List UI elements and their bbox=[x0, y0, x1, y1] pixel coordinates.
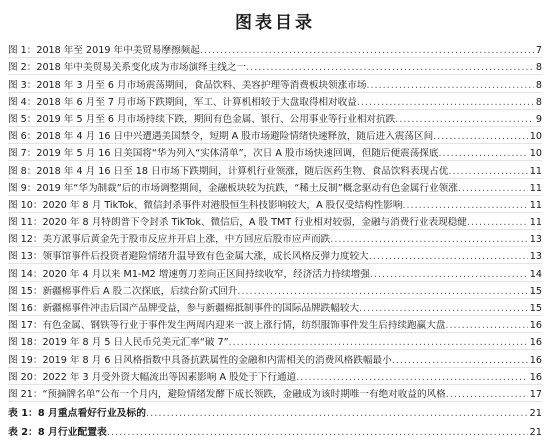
toc-entry-figure-7[interactable] bbox=[8, 144, 542, 161]
toc-entry-page: 11 bbox=[529, 165, 542, 177]
leader-dots bbox=[229, 337, 528, 349]
toc-entry-label: 图 13：领事馆事件后投资者避险情绪升温导致有色金属大涨，成长风格反弹力度较大 bbox=[8, 251, 369, 263]
toc-entry-figure-9[interactable] bbox=[8, 179, 542, 196]
toc-entry-figure-13[interactable] bbox=[8, 247, 542, 264]
leader-dots bbox=[370, 269, 528, 281]
toc-entry-page: 10 bbox=[529, 131, 542, 143]
toc-entry-page: 14 bbox=[529, 268, 542, 280]
toc-entry-page: 15 bbox=[529, 285, 542, 297]
toc-entry-label: 图 9：2019 年“华为制裁”后的市场调整期间，金融板块较为抗跌，“稀土反制”概念驱动有色金属行业领涨 bbox=[8, 182, 458, 194]
toc-entry-label: 图 2：2018 年中美贸易关系变化成为市场演绎主线之一 bbox=[8, 62, 247, 74]
toc-entry-label: 图 12：美方派事后黄金先于股市反应并开启上涨，中方回应后股市应声而跌 bbox=[8, 234, 331, 246]
toc-entry-label: 图 4：2018 年 6 月至 7 月市场下跌期间，军工、计算机相较于大盘取得相对收益 bbox=[8, 96, 357, 108]
leader-dots bbox=[246, 62, 534, 74]
toc-entry-figure-19[interactable] bbox=[8, 350, 542, 367]
leader-dots bbox=[392, 355, 528, 367]
toc-entry-page: 16 bbox=[529, 354, 542, 366]
leader-dots bbox=[359, 303, 528, 315]
toc-entry-page: 13 bbox=[529, 251, 542, 263]
leader-dots bbox=[146, 408, 528, 419]
toc-entry-figure-10[interactable] bbox=[8, 196, 542, 213]
leader-dots bbox=[200, 45, 534, 57]
toc-entry-page: 8 bbox=[535, 79, 542, 91]
toc-entry-page: 16 bbox=[529, 320, 542, 332]
toc-entry-label: 图 3：2018 年 3 月至 6 月市场震荡期间，食品饮料、美容护理等消费板块领涨市场 bbox=[8, 79, 367, 91]
toc-entry-figure-6[interactable] bbox=[8, 127, 542, 144]
leader-dots bbox=[237, 286, 527, 298]
toc-entry-figure-16[interactable] bbox=[8, 299, 542, 316]
toc-entry-label: 图 14：2020 年 4 月以来 M1-M2 增速剪刀差向正区间持续收窄，经济活力持续增强 bbox=[8, 268, 370, 280]
leader-dots bbox=[107, 427, 528, 438]
leader-dots bbox=[369, 251, 528, 263]
toc-entry-label: 图 6：2018 年 4 月 16 日中兴遭遇美国禁令，短期 A 股市场避险情绪快速释放，随后进入震荡区间 bbox=[8, 131, 434, 143]
toc-entry-figure-4[interactable] bbox=[8, 93, 542, 110]
toc-entry-figure-20[interactable] bbox=[8, 368, 542, 385]
toc-entry-page: 8 bbox=[535, 96, 542, 108]
toc-entry-figure-14[interactable] bbox=[8, 264, 542, 281]
toc-entry-figure-2[interactable] bbox=[8, 58, 542, 75]
toc-entry-figure-11[interactable] bbox=[8, 213, 542, 230]
toc-entry-page: 21 bbox=[529, 427, 542, 438]
toc-entry-figure-18[interactable] bbox=[8, 333, 542, 350]
toc-entry-page: 11 bbox=[529, 182, 542, 194]
toc-entry-table-1[interactable] bbox=[8, 400, 542, 419]
leader-dots bbox=[366, 80, 533, 92]
toc-entry-label: 图 1：2018 年至 2019 年中美贸易摩擦频起 bbox=[8, 45, 200, 57]
leader-dots bbox=[467, 217, 528, 229]
leader-dots bbox=[448, 166, 527, 178]
toc-entry-label: 表 1：8 月重点看好行业及标的 bbox=[8, 408, 147, 419]
toc-entry-label: 图 11：2020 年 8 月特朗普下令封杀 TikTok、微信后，A 股 TMT 行业相对较弱，金融与消费行业表现稳健 bbox=[8, 217, 467, 229]
toc-entry-page: 17 bbox=[529, 388, 542, 400]
toc-entry-figure-3[interactable] bbox=[8, 75, 542, 92]
toc-entry-label: 表 2：8 月行业配置表 bbox=[8, 427, 107, 438]
toc-entry-label: 图 16：新疆棉事件冲击后国产品牌受益，参与新疆棉抵制事件的国际品牌跌幅较大 bbox=[8, 303, 360, 314]
toc-entry-page: 13 bbox=[529, 234, 542, 246]
leader-dots bbox=[458, 183, 528, 195]
toc-entry-table-2[interactable] bbox=[8, 419, 542, 438]
leader-dots bbox=[438, 148, 527, 160]
toc-entry-page: 21 bbox=[529, 408, 542, 419]
toc-entry-page: 16 bbox=[529, 337, 542, 349]
toc-entry-label: 图 21：“预摘牌名单”公布一个月内，避险情绪发酵下成长领跌，金融成为该时期唯一有绝对收益的风格 bbox=[8, 388, 446, 400]
toc-entry-page: 11 bbox=[529, 217, 542, 229]
leader-dots bbox=[330, 234, 528, 246]
toc-entry-label: 图 18：2019 年 8 月 5 日人民币兑美元汇率“破 7” bbox=[8, 337, 229, 349]
toc-entry-page: 16 bbox=[529, 371, 542, 383]
leader-dots bbox=[395, 114, 534, 126]
leader-dots bbox=[402, 200, 527, 212]
leader-dots bbox=[433, 131, 528, 143]
figure-list bbox=[8, 41, 542, 402]
toc-entry-label: 图 5：2019 年 5 月至 6 月市场持续下跌，期间有色金属、银行、公用事业等行业相对抗跌 bbox=[8, 113, 396, 125]
toc-entry-label: 图 17：有色金属、钢铁等行业于事件发生两周内迎来一波上涨行情，纺织服饰事件发生后持续跑赢大盘 bbox=[8, 320, 446, 332]
toc-entry-label: 图 20：2022 年 3 月受外资大幅流出等因素影响 A 股处于下行通道 bbox=[8, 371, 297, 383]
toc-entry-figure-5[interactable] bbox=[8, 110, 542, 127]
toc-entry-page: 7 bbox=[535, 45, 542, 57]
toc-entry-figure-12[interactable] bbox=[8, 230, 542, 247]
toc-entry-figure-8[interactable] bbox=[8, 161, 542, 178]
table-list bbox=[8, 400, 542, 438]
toc-entry-figure-1[interactable] bbox=[8, 41, 542, 58]
toc-entry-page: 8 bbox=[535, 62, 542, 74]
toc-entry-label: 图 10：2020 年 8 月 TikTok、微信封杀事件对港股恒生科技影响较大，A 股仅受结构性影响 bbox=[8, 199, 403, 211]
toc-entry-label: 图 8：2018 年 4 月 16 日至 18 日市场下跌期间，计算机行业领涨，随后医药生物、食品饮料表现占优 bbox=[8, 165, 449, 177]
toc-entry-figure-17[interactable] bbox=[8, 316, 542, 333]
leader-dots bbox=[296, 372, 528, 384]
toc-entry-label: 图 7：2019 年 5 月 16 日美国将“华为列入“实体清单”，次日 A 股市场快速回调，但随后便震荡探底 bbox=[8, 148, 439, 160]
toc-entry-label: 图 15：新疆棉事件后 A 股二次探底，后续台阶式回升 bbox=[8, 285, 238, 297]
leader-dots bbox=[445, 320, 527, 332]
toc-entry-page: 9 bbox=[535, 113, 542, 125]
toc-entry-label: 图 19：2019 年 8 月 6 日风格指数中具备抗跌属性的金融和内需相关的消费风格跌幅最小 bbox=[8, 354, 392, 366]
toc-entry-figure-15[interactable] bbox=[8, 282, 542, 299]
toc-entry-page: 11 bbox=[529, 199, 542, 211]
page-title: 图表目录 bbox=[235, 13, 315, 33]
toc-entry-page: 15 bbox=[529, 303, 542, 314]
leader-dots bbox=[357, 97, 534, 109]
toc-entry-page: 10 bbox=[529, 148, 542, 160]
